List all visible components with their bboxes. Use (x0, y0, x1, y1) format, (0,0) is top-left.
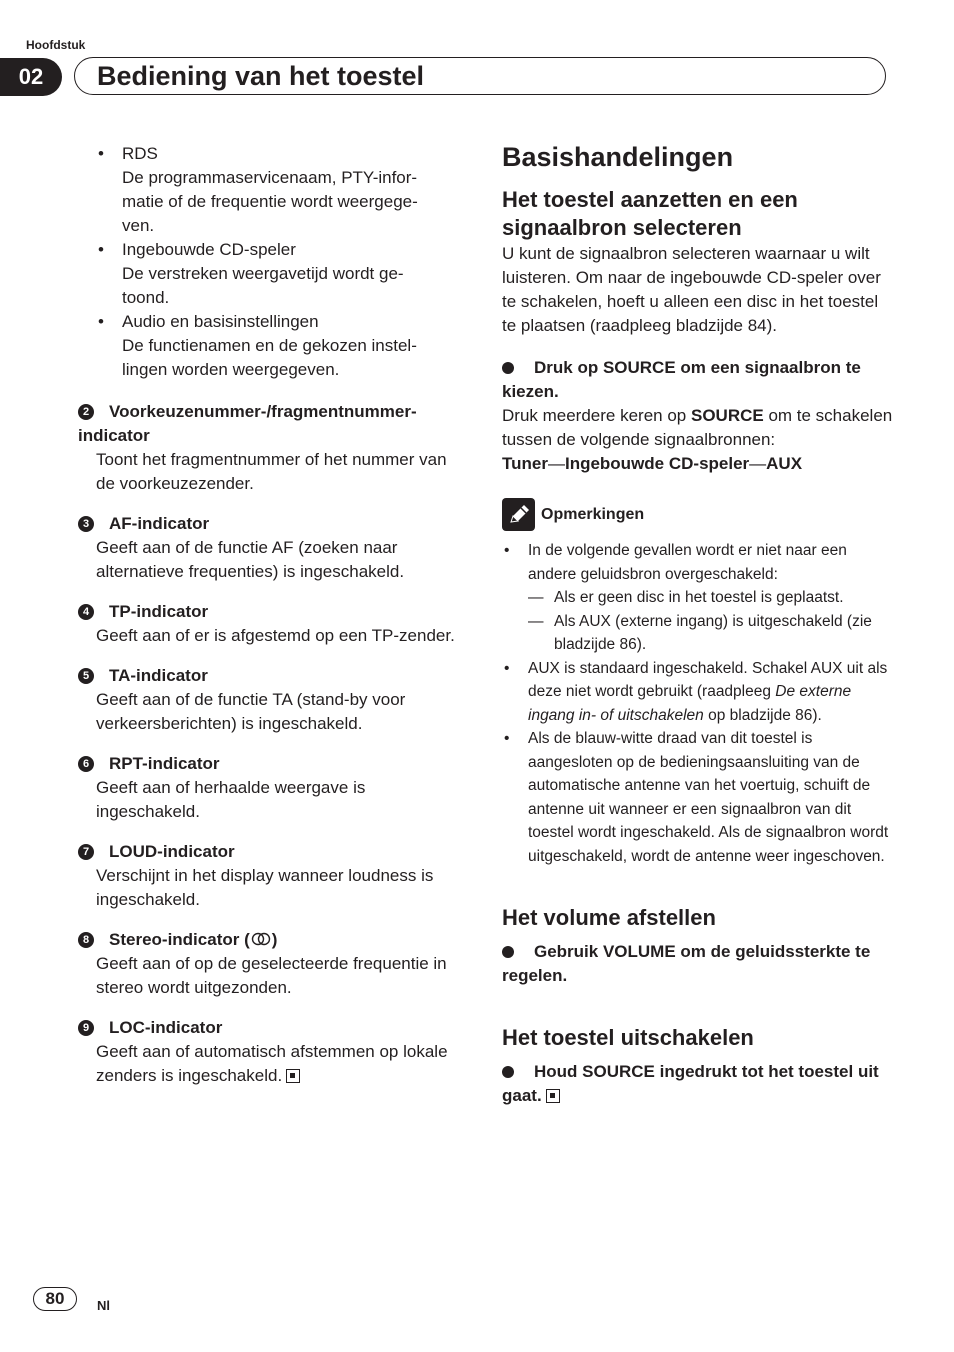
number-icon: 9 (78, 1020, 94, 1036)
step-text: Houd SOURCE ingedrukt tot het toestel uit gaat. (502, 1062, 879, 1105)
indicator-description (78, 1040, 462, 1088)
number-icon: 4 (78, 604, 94, 620)
chapter-label: Hoofdstuk (26, 38, 86, 52)
bullet-title: Audio en basisinstellingen (122, 312, 319, 331)
step-bullet-icon (502, 1066, 514, 1078)
chain-separator: — (749, 454, 767, 473)
note-text: Als de blauw-witte draad van dit toestel is aangesloten op de bedieningsaansluiting van de automatische antenne van het voertuig, schuift de antenne uit wanneer er een signaalbron van dit toestel wordt ingeschakeld. Als de signaalbron wordt uitgeschakeld, wordt de antenne weer ingeschoven. (528, 730, 889, 865)
indicator-title: TP-indicator (109, 602, 209, 621)
indicator-description: Geeft aan of op de geselecteerde frequentie in stereo wordt uitgezonden. (96, 954, 447, 997)
note-bullet-icon: • (504, 659, 510, 677)
chapter-title: Bediening van het toestel (97, 60, 425, 91)
bullet-line: De functienamen en de gekozen instel- (122, 336, 417, 355)
indicator-heading (78, 752, 462, 776)
indicator-description: Toont het fragmentnummer of het nummer van de voorkeuzezender. (96, 450, 447, 493)
detail-keyword: SOURCE (690, 406, 764, 425)
bullet-title: Ingebouwde CD-speler (122, 240, 296, 259)
source-aux: AUX (766, 454, 803, 473)
bullet-line: De programmaservicenaam, PTY-infor- (122, 168, 418, 187)
note-bullet-icon: • (504, 542, 510, 559)
bullet-line: matie of de frequentie wordt weergege- (122, 192, 418, 211)
indicator-title-end: ) (271, 930, 278, 949)
note-subitem (528, 610, 894, 657)
note-item (502, 727, 894, 868)
note-text: op bladzijde 86). (703, 706, 822, 724)
right-column (502, 140, 894, 1108)
note-item (502, 657, 894, 728)
indicator-heading (78, 600, 462, 624)
step-instruction (502, 1060, 894, 1108)
section-title: Basishandelingen (502, 142, 734, 172)
indicator-heading (78, 840, 462, 864)
notes-header (502, 498, 894, 531)
chapter-title-bar (74, 57, 886, 95)
indicator-heading (78, 664, 462, 688)
indicator-heading (78, 512, 462, 536)
bullet-line: De verstreken weergavetijd wordt ge- (122, 264, 404, 283)
page-number: 80 (33, 1287, 77, 1311)
pencil-icon (502, 498, 535, 531)
source-tuner: Tuner (502, 454, 548, 473)
note-subitem (528, 586, 894, 610)
dash-icon: — (528, 612, 544, 630)
list-item (78, 310, 462, 382)
chain-separator: — (547, 454, 565, 473)
notes-list (502, 539, 894, 868)
step-instruction (502, 940, 894, 988)
number-icon: 7 (78, 844, 94, 860)
indicator-title: AF-indicator (109, 514, 210, 533)
number-icon: 2 (78, 404, 94, 420)
chapter-number: 02 (0, 58, 62, 96)
indicator-title: Stereo-indicator ( (109, 930, 250, 949)
bullet-title: RDS (122, 144, 158, 163)
indicator-title: Voorkeuzenummer-/fragmentnummer-indicator (78, 402, 417, 445)
bullet-line: toond. (122, 288, 170, 307)
step-bullet-icon (502, 362, 514, 374)
step-detail (502, 404, 894, 452)
subsection-title: Het toestel uitschakelen (502, 1025, 754, 1050)
indicator-heading (78, 928, 462, 952)
step-instruction (502, 356, 894, 404)
list-item (78, 142, 462, 238)
indicator-description: Verschijnt in het display wanneer loudness is ingeschakeld. (96, 866, 434, 909)
bullet-line: lingen worden weergegeven. (122, 360, 340, 379)
indicator-title: LOC-indicator (109, 1018, 223, 1037)
note-subitem-text: Als AUX (externe ingang) is uitgeschakeld (zie bladzijde 86). (554, 612, 872, 653)
subsection-title: Het toestel aanzetten en een signaalbron selecteren (502, 187, 798, 240)
dash-icon: — (528, 589, 544, 606)
indicator-heading (78, 400, 462, 448)
note-text: In de volgende gevallen wordt er niet naar een andere geluidsbron overgeschakeld: (528, 542, 847, 583)
indicator-description-text: Geeft aan of automatisch afstemmen op lokale zenders is ingeschakeld. (96, 1042, 448, 1085)
detail-text: Druk meerdere keren op (502, 406, 691, 425)
notes-title: Opmerkingen (541, 505, 645, 523)
indicator-description: Geeft aan of er is afgestemd op een TP-zender. (96, 626, 455, 645)
intro-text: U kunt de signaalbron selecteren waarnaar u wilt luisteren. Om naar de ingebouwde CD-speler over te schakelen, hoeft u alleen een disc in het toestel te plaatsen (raadpleeg bladzijde 84). (502, 244, 881, 335)
note-subitem-text: Als er geen disc in het toestel is geplaatst. (554, 589, 844, 606)
bullet-icon: • (98, 144, 104, 163)
bullet-line: ven. (122, 216, 155, 235)
end-of-section-icon (286, 1069, 300, 1083)
indicator-title: LOUD-indicator (109, 842, 235, 861)
indicator-description: Geeft aan of de functie AF (zoeken naar alternatieve frequenties) is ingeschakeld. (96, 538, 405, 581)
language-code: Nl (97, 1298, 110, 1313)
indicator-heading (78, 1016, 462, 1040)
step-text: Gebruik VOLUME om de geluidssterkte te regelen. (502, 942, 871, 985)
indicator-title: RPT-indicator (109, 754, 220, 773)
list-item (78, 238, 462, 310)
source-chain (502, 452, 894, 476)
step-text: Druk op SOURCE om een signaalbron te kiezen. (502, 358, 861, 401)
indicator-description: Geeft aan of de functie TA (stand-by voor verkeersberichten) is ingeschakeld. (96, 690, 406, 733)
indicator-description: Geeft aan of herhaalde weergave is ingeschakeld. (96, 778, 366, 821)
step-bullet-icon (502, 946, 514, 958)
detail-text: om te schakelen tussen de volgende signaalbronnen: (502, 406, 893, 449)
source-cd: Ingebouwde CD-speler (564, 454, 750, 473)
subsection-title: Het volume afstellen (502, 905, 716, 930)
number-icon: 8 (78, 932, 94, 948)
note-reference: De externe ingang in- of uitschakelen (528, 683, 852, 724)
number-icon: 3 (78, 516, 94, 532)
note-bullet-icon: • (504, 730, 510, 747)
left-column (78, 142, 462, 1088)
end-of-section-icon (546, 1089, 560, 1103)
note-text: AUX is standaard ingeschakeld. Schakel AUX uit als deze niet wordt gebruikt (raadpleeg (528, 659, 888, 700)
stereo-icon (250, 932, 272, 946)
bullet-icon: • (98, 240, 104, 259)
number-icon: 5 (78, 668, 94, 684)
note-item (502, 539, 894, 657)
number-icon: 6 (78, 756, 94, 772)
bullet-icon: • (98, 312, 104, 331)
indicator-title: TA-indicator (109, 666, 208, 685)
